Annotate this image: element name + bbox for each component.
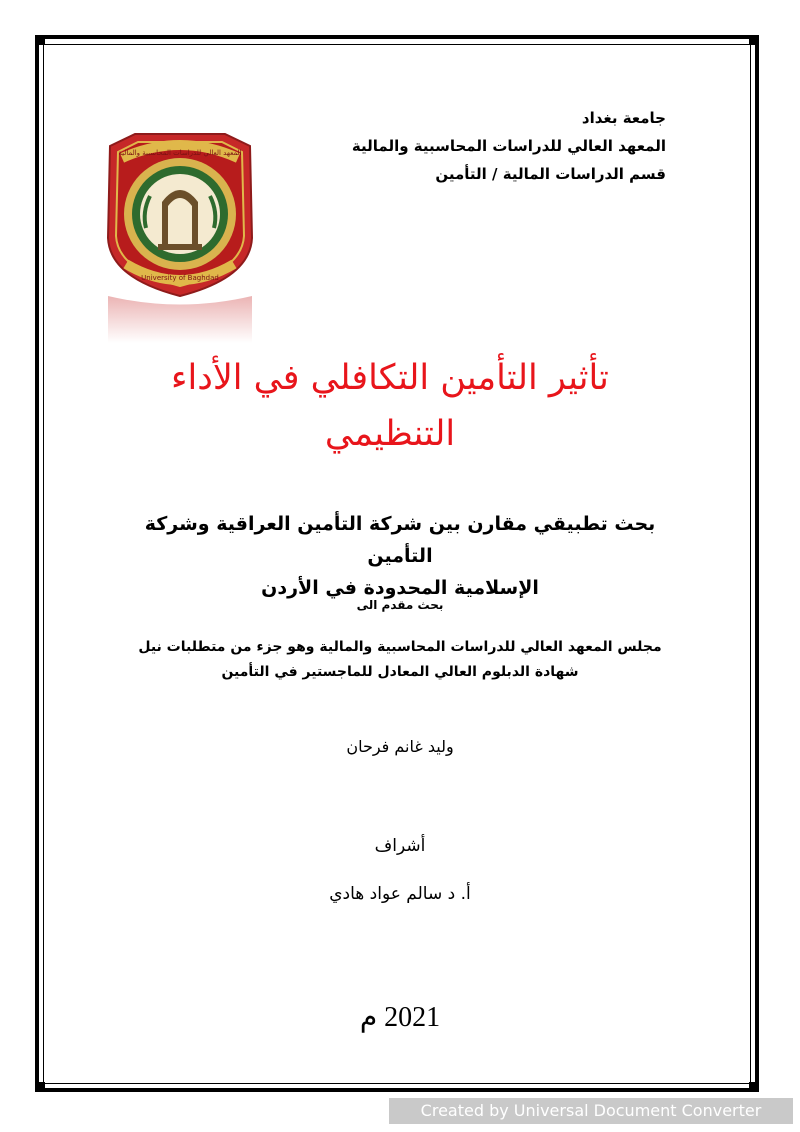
supervisor-name: أ. د سالم عواد هادي bbox=[329, 884, 471, 904]
institute-name: المعهد العالي للدراسات المحاسبية والمالية bbox=[351, 137, 666, 155]
publication-year: 2021 م bbox=[359, 1002, 441, 1033]
thesis-title-line2: التنظيمي bbox=[324, 414, 456, 454]
supervision-label: أشراف bbox=[374, 836, 426, 856]
thesis-title-line1: تأثير التأمين التكافلي في الأداء bbox=[171, 358, 609, 398]
council-line1: مجلس المعهد العالي للدراسات المحاسبية والمالية وهو جزء من متطلبات نيل bbox=[138, 639, 662, 655]
author-name: وليد غانم فرحان bbox=[346, 737, 454, 756]
council-statement bbox=[110, 635, 690, 685]
border-corner bbox=[749, 1082, 759, 1092]
university-name: جامعة بغداد bbox=[581, 109, 666, 127]
logo-year: 1995 bbox=[172, 255, 188, 262]
department-name: قسم الدراسات المالية / التأمين bbox=[435, 165, 666, 183]
council-line2: شهادة الدبلوم العالي المعادل للماجستير في التأمين bbox=[221, 664, 579, 680]
thesis-title bbox=[120, 350, 660, 462]
border-corner bbox=[35, 1082, 45, 1092]
institution-header bbox=[346, 104, 666, 188]
subtitle-line2: الإسلامية المحدودة في الأردن bbox=[261, 577, 539, 599]
university-logo bbox=[100, 128, 260, 343]
thesis-subtitle bbox=[110, 508, 690, 604]
border-corner bbox=[35, 35, 45, 45]
logo-bottom-text: University of Baghdad bbox=[141, 274, 219, 282]
subtitle-line1: بحث تطبيقي مقارن بين شركة التأمين العراقية وشركة التأمين bbox=[144, 513, 656, 567]
logo-top-text: المعهد العالي للدراسات المحاسبية والمالية bbox=[118, 149, 242, 157]
converter-watermark: Created by Universal Document Converter bbox=[389, 1098, 793, 1124]
submitted-to-label: بحث مقدم الى bbox=[356, 598, 444, 612]
border-corner bbox=[749, 35, 759, 45]
